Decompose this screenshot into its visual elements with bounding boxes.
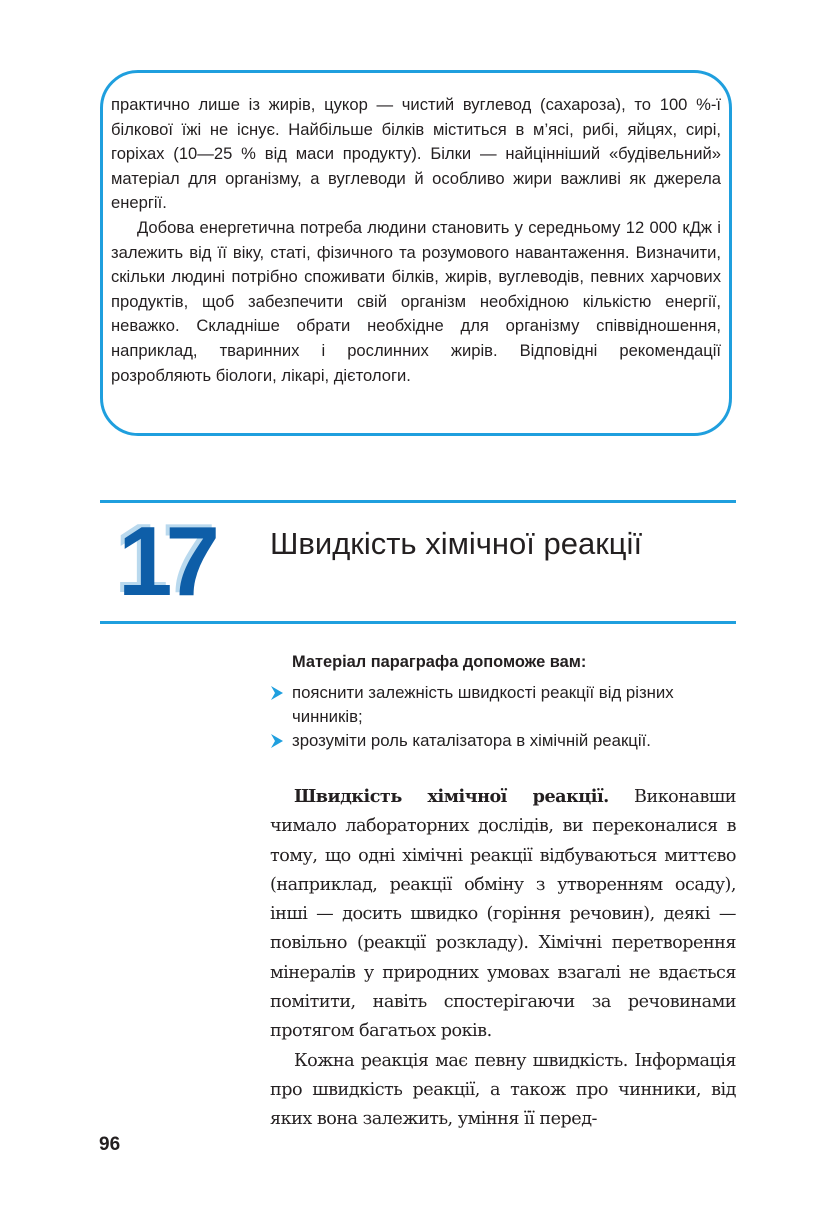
body-text [270,782,736,1135]
chapter-number: 17 [118,506,214,616]
learning-goal-text: пояснити залежність швидкості реакції від різних чинників; [292,683,674,726]
info-box [100,70,732,436]
chapter-title: Швидкість хімічної реакції [270,526,643,561]
chapter-rule-bottom [100,621,736,624]
learning-goals [270,651,740,753]
chapter-rule-top [100,500,736,503]
learning-goals-list [270,681,740,753]
body-paragraph-1-text: Виконавши чимало лабораторних дослідів, ви переконалися в тому, що одні хімічні реакції відбуваються миттєво (наприклад, реакції обміну з утворенням осаду), інші — досить швидко (горіння речовин), деякі — повільно (реакції розкладу). Хімічні перетворення мінералів у природних умовах взагалі не вдається помітити, навіть спостерігаючи за речовинами протягом багатьох років. [270,787,736,1042]
body-paragraph-1 [270,782,736,1047]
info-box-paragraph-1: практично лише із жирів, цукор — чистий вуглевод (сахароза), то 100 %-ї білкової їжі не існує. Найбільше білків міститься в м’ясі, рибі, яйцях, сирі, горіхах (10—25 % від маси продукту). Білки — найцінніший «будівельний» матеріал для організму, а вуглеводи й особливо жири важливі як джерела енергії. [111,95,721,213]
learning-goals-heading: Матеріал параграфа допоможе вам: [292,653,587,671]
chevron-right-icon [270,686,284,700]
section-lead-heading: Швидкість хімічної реакції. [294,786,609,807]
learning-goal-item [270,729,740,753]
chevron-right-icon [270,734,284,748]
body-paragraph-2: Кожна реакція має певну швидкість. Інформація про швидкість реакції, а також про чинники, від яких вона залежить, уміння її перед- [270,1050,736,1130]
page-number: 96 [99,1134,121,1155]
info-box-paragraph-2: Добова енергетична потреба людини становить у середньому 12 000 кДж і залежить від її віку, статі, фізичного та розумового навантаження. Визначити, скільки людині потрібно споживати білків, жирів, вуглеводів, певних харчових продуктів, щоб забезпечити свій організм необхідною кількістю енергії, неважко. Складніше обрати необхідне для організму співвідношення, наприклад, тваринних і рослинних жирів. Відповідні рекомендації розробляють біологи, лікарі, дієтологи. [111,217,721,385]
learning-goal-item [270,681,740,729]
learning-goal-text: зрозуміти роль каталізатора в хімічній реакції. [292,731,651,750]
